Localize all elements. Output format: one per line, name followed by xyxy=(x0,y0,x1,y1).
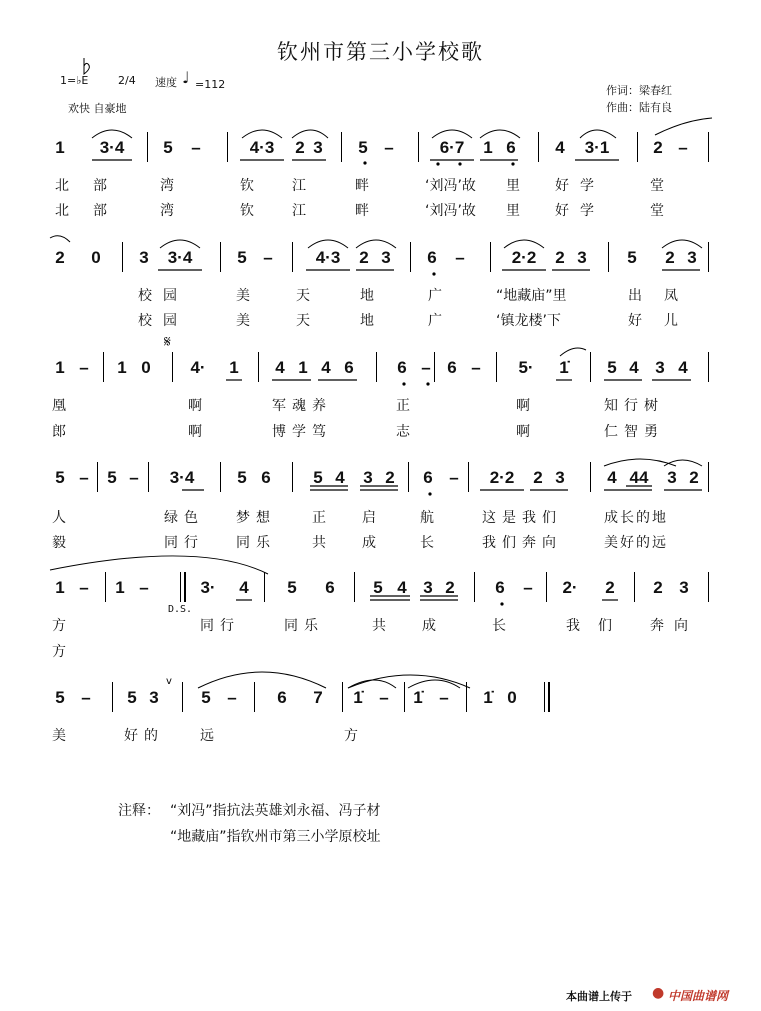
note: – xyxy=(678,138,688,157)
note: 4 xyxy=(678,358,688,377)
lyric: 共 xyxy=(372,618,386,634)
note: 0 xyxy=(507,688,517,707)
note: 1̇ xyxy=(559,358,569,377)
note: 2·2 xyxy=(511,248,537,267)
note: 1 xyxy=(483,138,493,157)
note: 3 xyxy=(363,468,373,487)
note: 1 xyxy=(55,578,65,597)
barline xyxy=(474,572,475,602)
note: 6 xyxy=(447,358,457,377)
barline xyxy=(404,682,405,712)
note: 44 xyxy=(629,468,649,487)
final-barline xyxy=(548,682,550,712)
lyric: 学 xyxy=(580,203,594,219)
note: 7 xyxy=(313,688,323,707)
note: 2 xyxy=(55,248,65,267)
double-barline xyxy=(180,572,181,602)
footer-text: 本曲谱上传于 xyxy=(566,990,632,1003)
note: 5 xyxy=(358,138,368,157)
note: 1 xyxy=(117,358,127,377)
note: 4·3 xyxy=(315,248,341,267)
barline xyxy=(434,352,435,382)
lyric: 园 xyxy=(163,313,177,329)
lyric: 方 xyxy=(52,644,66,660)
lyric: 广 xyxy=(428,288,442,304)
lyric: 地 xyxy=(360,313,374,329)
note: – xyxy=(227,688,237,707)
note: 5 xyxy=(373,578,383,597)
barline xyxy=(97,462,98,492)
note: 3 xyxy=(555,468,565,487)
lyric: 畔 xyxy=(355,203,369,219)
barline xyxy=(227,132,228,162)
lyric: 同乐 xyxy=(284,618,324,634)
note: 6 xyxy=(397,358,407,377)
note: 3·4 xyxy=(169,468,195,487)
lyric: 长 xyxy=(492,618,506,634)
lyric: 美好的远 xyxy=(604,535,668,551)
note: 2·2 xyxy=(489,468,515,487)
note: – xyxy=(139,578,149,597)
lyric: 凰 xyxy=(52,398,66,414)
lyric: 成 xyxy=(362,535,376,551)
lyric: 钦 xyxy=(240,178,254,194)
annotation-line-2: “地藏庙”指钦州市第三小学原校址 xyxy=(170,829,381,845)
barline xyxy=(466,682,467,712)
lyric: 凤 xyxy=(664,288,678,304)
lyric: 啊 xyxy=(188,424,202,440)
lyric: 北 xyxy=(55,203,69,219)
note: 5 xyxy=(55,688,65,707)
note: 1̇ xyxy=(483,688,493,707)
barline xyxy=(105,572,106,602)
note: 6 xyxy=(423,468,433,487)
note: 3·1 xyxy=(584,138,610,157)
lyric: 里 xyxy=(506,203,520,219)
lyric: 这是我们 xyxy=(482,510,562,526)
lyric: 航 xyxy=(420,510,434,526)
segno-sign: 𝄋 xyxy=(164,332,171,351)
barline xyxy=(468,462,469,492)
note: – xyxy=(471,358,481,377)
lyric: 学 xyxy=(580,178,594,194)
barline xyxy=(172,352,173,382)
lyricist-credit: 作词：梁春红 xyxy=(606,84,672,97)
note: 3 xyxy=(577,248,587,267)
note: 4 xyxy=(335,468,345,487)
lyric: 绿色 xyxy=(164,510,204,526)
lyric: 堂 xyxy=(650,178,664,194)
barline xyxy=(496,352,497,382)
note: – xyxy=(79,578,89,597)
lyric: 奔向 xyxy=(650,618,698,634)
note: 2 xyxy=(653,578,663,597)
note: 6 xyxy=(344,358,354,377)
barline xyxy=(490,242,491,272)
barline xyxy=(264,572,265,602)
barline xyxy=(341,132,342,162)
note: 3 xyxy=(423,578,433,597)
note: 5 xyxy=(237,468,247,487)
lyric: 正 xyxy=(312,510,326,526)
barline xyxy=(708,242,709,272)
lyric: 部 xyxy=(93,203,107,219)
barline xyxy=(410,242,411,272)
note: 4 xyxy=(555,138,565,157)
note: 3 xyxy=(687,248,697,267)
lyric: 儿 xyxy=(664,313,678,329)
barline xyxy=(637,132,638,162)
note: – xyxy=(421,358,431,377)
barline xyxy=(590,352,591,382)
note: 2 xyxy=(295,138,305,157)
lyric: 啊 xyxy=(188,398,202,414)
lyric: 我们 xyxy=(566,618,630,634)
note: 1 xyxy=(115,578,125,597)
note: 2 xyxy=(445,578,455,597)
lyric: 天 xyxy=(296,288,310,304)
lyric: 湾 xyxy=(160,178,174,194)
lyric: 方 xyxy=(344,728,358,744)
lyric: 湾 xyxy=(160,203,174,219)
barline xyxy=(590,462,591,492)
lyric: 成 xyxy=(422,618,436,634)
barline xyxy=(148,462,149,492)
lyric: 啊 xyxy=(516,424,530,440)
lyric: 畔 xyxy=(355,178,369,194)
barline xyxy=(292,242,293,272)
barline xyxy=(708,132,709,162)
note: 3 xyxy=(139,248,149,267)
dal-segno-mark: D.S. xyxy=(168,604,193,615)
key-signature: 1=♭E xyxy=(60,74,89,87)
note: 2 xyxy=(665,248,675,267)
barline xyxy=(122,242,123,272)
lyric: 好 xyxy=(628,313,642,329)
logo-icon: ● xyxy=(652,985,665,1001)
note: 3 xyxy=(313,138,323,157)
barline xyxy=(634,572,635,602)
note: 5· xyxy=(518,358,534,377)
barline xyxy=(708,572,709,602)
note: – xyxy=(439,688,449,707)
note: 6 xyxy=(277,688,287,707)
lyric: 钦 xyxy=(240,203,254,219)
note: 5 xyxy=(627,248,637,267)
svg-text:v: v xyxy=(166,676,172,687)
lyric: 广 xyxy=(428,313,442,329)
note: 3·4 xyxy=(167,248,193,267)
tempo-value: =112 xyxy=(195,78,226,91)
lyric: 好的 xyxy=(124,728,164,744)
composer-credit: 作曲：陆有良 xyxy=(606,101,672,114)
barline xyxy=(220,462,221,492)
note: – xyxy=(191,138,201,157)
note: 6 xyxy=(325,578,335,597)
lyric: 堂 xyxy=(650,203,664,219)
note: – xyxy=(79,468,89,487)
barline xyxy=(546,572,547,602)
note: 1 xyxy=(55,358,65,377)
barline xyxy=(220,242,221,272)
note: 3 xyxy=(667,468,677,487)
lyric: ‘镇龙楼’下 xyxy=(496,313,561,329)
lyric: 志 xyxy=(396,424,410,440)
lyric: 军魂养 xyxy=(272,398,332,414)
note: 0 xyxy=(141,358,151,377)
lyric: 天 xyxy=(296,313,310,329)
time-signature: 2/4 xyxy=(118,74,136,87)
note: – xyxy=(384,138,394,157)
final-barline xyxy=(544,682,545,712)
note: 2 xyxy=(689,468,699,487)
lyric: 出 xyxy=(628,288,642,304)
barline xyxy=(408,462,409,492)
note: 5 xyxy=(607,358,617,377)
lyric: 仁智勇 xyxy=(604,424,664,440)
double-barline xyxy=(184,572,186,602)
note: 6 xyxy=(495,578,505,597)
barline xyxy=(103,352,104,382)
note: 4· xyxy=(190,358,206,377)
barline xyxy=(292,462,293,492)
note: 4 xyxy=(321,358,331,377)
annotation-label: 注释： xyxy=(118,803,160,819)
note: 2· xyxy=(562,578,578,597)
barline xyxy=(708,462,709,492)
lyric: 梦想 xyxy=(236,510,276,526)
barline xyxy=(376,352,377,382)
note: 1 xyxy=(229,358,239,377)
barline xyxy=(418,132,419,162)
note: 6·7 xyxy=(439,138,465,157)
barline xyxy=(254,682,255,712)
note: – xyxy=(449,468,459,487)
note: – xyxy=(523,578,533,597)
barline xyxy=(538,132,539,162)
annotation-line-1: “刘冯”指抗法英雄刘永福、冯子材 xyxy=(170,803,381,819)
note: 5 xyxy=(107,468,117,487)
note: 4 xyxy=(275,358,285,377)
note: 2 xyxy=(385,468,395,487)
note: 5 xyxy=(127,688,137,707)
note: 3 xyxy=(149,688,159,707)
lyric: 长 xyxy=(420,535,434,551)
lyric: 美 xyxy=(236,313,250,329)
site-logo[interactable]: 中国曲谱网 xyxy=(668,989,729,1003)
note: 5 xyxy=(201,688,211,707)
note: 6 xyxy=(261,468,271,487)
lyric: 方 xyxy=(52,618,66,634)
lyric: “地藏庙”里 xyxy=(496,288,567,304)
note: 1̇ xyxy=(413,688,423,707)
lyric: ‘刘冯’故 xyxy=(425,203,476,219)
barline xyxy=(708,352,709,382)
lyric: 远 xyxy=(200,728,214,744)
lyric: 啊 xyxy=(516,398,530,414)
lyric: 同行 xyxy=(164,535,204,551)
note: 4 xyxy=(629,358,639,377)
note: – xyxy=(79,358,89,377)
lyric: 同行 xyxy=(200,618,240,634)
barline xyxy=(182,682,183,712)
barline xyxy=(112,682,113,712)
lyric: 江 xyxy=(292,178,306,194)
barline xyxy=(342,682,343,712)
barline xyxy=(608,242,609,272)
lyric: 好 xyxy=(555,178,569,194)
note: 6 xyxy=(427,248,437,267)
note: 2 xyxy=(555,248,565,267)
lyric: 博学笃 xyxy=(272,424,332,440)
lyric: 郎 xyxy=(52,424,66,440)
note: 3 xyxy=(679,578,689,597)
note: 3 xyxy=(381,248,391,267)
note: 2 xyxy=(533,468,543,487)
lyric: 我们奔向 xyxy=(482,535,562,551)
note: – xyxy=(81,688,91,707)
lyric: 人 xyxy=(52,510,66,526)
note: – xyxy=(455,248,465,267)
lyric: 知行树 xyxy=(604,398,664,414)
note: – xyxy=(263,248,273,267)
lyric: 成长的地 xyxy=(604,510,668,526)
note: 4 xyxy=(239,578,249,597)
note: 4·3 xyxy=(249,138,275,157)
lyric: 美 xyxy=(52,728,66,744)
note: – xyxy=(379,688,389,707)
note: 2 xyxy=(359,248,369,267)
lyric: 地 xyxy=(360,288,374,304)
lyric: 毅 xyxy=(52,535,66,551)
note: 1 xyxy=(55,138,65,157)
note: 3·4 xyxy=(99,138,125,157)
note: 5 xyxy=(55,468,65,487)
note: 2 xyxy=(653,138,663,157)
note: 4 xyxy=(607,468,617,487)
barline xyxy=(147,132,148,162)
lyric: 同乐 xyxy=(236,535,276,551)
lyric: 启 xyxy=(362,510,376,526)
lyric: 共 xyxy=(312,535,326,551)
barline xyxy=(354,572,355,602)
song-title: 钦州市第三小学校歌 xyxy=(277,40,484,64)
note: 6 xyxy=(506,138,516,157)
lyric: 江 xyxy=(292,203,306,219)
note: 3· xyxy=(200,578,216,597)
lyric: ‘刘冯’故 xyxy=(425,178,476,194)
lyric: 好 xyxy=(555,203,569,219)
tempo-label: 速度 xyxy=(155,76,177,89)
note: 5 xyxy=(287,578,297,597)
note: 3 xyxy=(655,358,665,377)
lyric: 校 xyxy=(138,288,152,304)
note: 1̇ xyxy=(353,688,363,707)
lyric: 北 xyxy=(55,178,69,194)
note: – xyxy=(129,468,139,487)
lyric: 园 xyxy=(163,288,177,304)
lyric: 部 xyxy=(93,178,107,194)
note: 5 xyxy=(237,248,247,267)
note: 1 xyxy=(298,358,308,377)
note: 0 xyxy=(91,248,101,267)
note: 5 xyxy=(313,468,323,487)
quarter-note-icon: ♩ xyxy=(182,68,190,87)
lyric: 里 xyxy=(506,178,520,194)
barline xyxy=(258,352,259,382)
lyric: 校 xyxy=(138,313,152,329)
note: 2 xyxy=(605,578,615,597)
expression-mark: 欢快 自豪地 xyxy=(68,102,127,115)
note: 4 xyxy=(397,578,407,597)
lyric: 美 xyxy=(236,288,250,304)
note: 5 xyxy=(163,138,173,157)
lyric: 正 xyxy=(396,398,410,414)
